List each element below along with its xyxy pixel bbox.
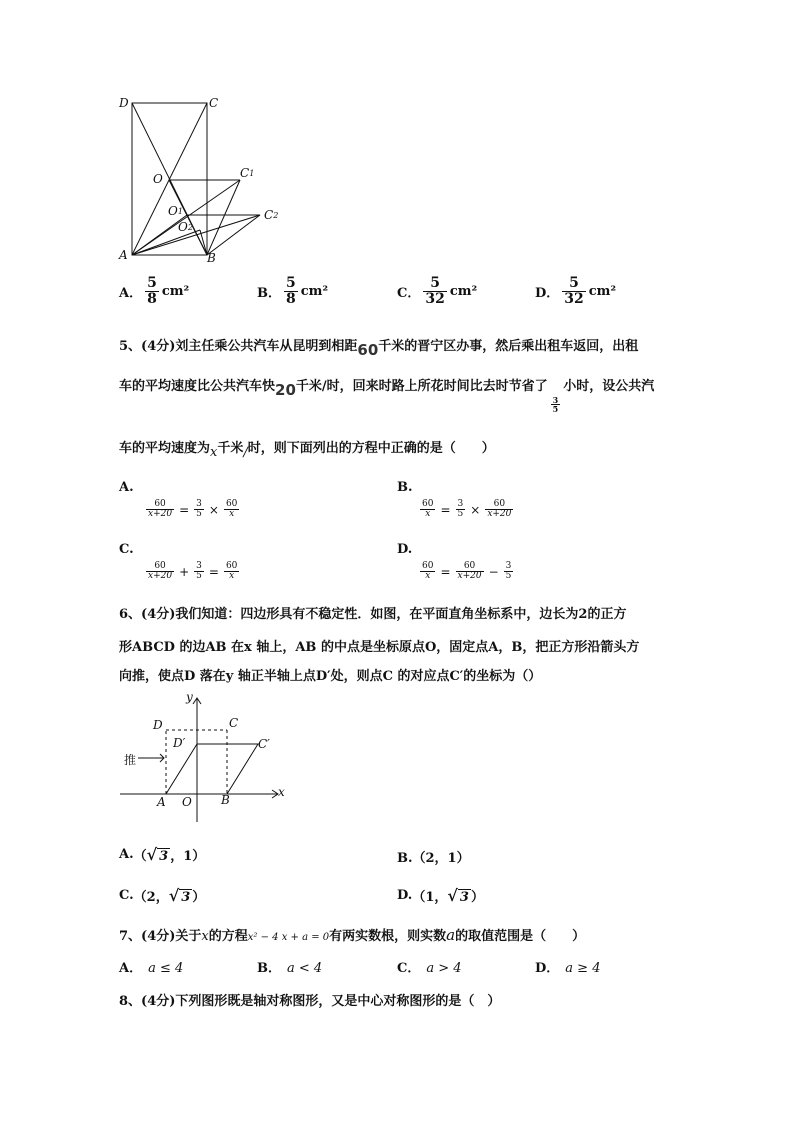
q5-option-b[interactable]	[397, 480, 516, 520]
equation: $\frac{60}{x}$ = $\frac{3}{5}$ × $\frac{60}{x+20}$	[422, 499, 512, 520]
option-letter: A．	[119, 285, 143, 301]
option-letter: C．	[397, 961, 421, 976]
option-letter: C.	[119, 542, 134, 557]
axis-x-label: x	[278, 785, 285, 799]
option-letter: D.	[397, 888, 413, 903]
q7-option-a[interactable]: A． a ≤ 4	[119, 961, 184, 976]
point-Cprime-label: C′	[258, 737, 270, 751]
point-B-label: B	[221, 793, 230, 807]
option-letter: D．	[535, 961, 560, 976]
q4-option-c[interactable]	[397, 276, 477, 306]
q4-option-d[interactable]	[535, 276, 616, 306]
unit: cm²	[588, 283, 617, 299]
option-letter: B.	[397, 480, 413, 495]
point-D-label: D	[153, 718, 163, 732]
equation: $\frac{60}{x}$ = $\frac{60}{x+20}$ − $\frac{3}{5}$	[422, 561, 512, 582]
q8-stem: 8、(4分)下列图形既是轴对称图形，又是中心对称图形的是（ ）	[119, 994, 501, 1009]
q6-stem-line1: 6、(4分)我们知道：四边形具有不稳定性．如图，在平面直角坐标系中，边长为2的正方	[119, 607, 627, 622]
q5-stem-line2: 车的平均速度比公共汽车快20千米/时，回来时路上所花时间比去时节省了 $\frac{3}{5}$ 小时，设公共汽	[119, 379, 655, 414]
label-O2: O2	[178, 220, 193, 234]
option-letter: C．	[397, 285, 421, 301]
point-A-label: A	[157, 795, 166, 809]
label-C2: C2	[264, 208, 279, 222]
unit: cm²	[300, 283, 329, 299]
option-letter: A.	[119, 847, 134, 862]
option-letter: C.	[119, 888, 134, 903]
push-label: 推	[124, 753, 137, 767]
label-B: B	[207, 251, 216, 265]
option-letter: D.	[397, 542, 413, 557]
option-letter: A．	[119, 961, 143, 976]
q7-option-c[interactable]: C． a > 4	[397, 961, 462, 976]
option-letter: B．	[257, 285, 281, 301]
q7-option-d[interactable]: D． a ≥ 4	[535, 961, 601, 976]
fraction: $\frac{5}{8}$	[286, 275, 296, 307]
fraction: $\frac{5}{32}$	[564, 275, 584, 307]
sqrt: √ 3	[146, 845, 169, 864]
label-D: D	[119, 96, 129, 110]
label-O1: O1	[168, 204, 183, 218]
q4-option-a[interactable]	[119, 276, 189, 306]
q5-option-c[interactable]	[119, 542, 242, 582]
equation: $\frac{60}{x+20}$ = $\frac{3}{5}$ × $\frac{60}{x}$	[148, 499, 238, 520]
q6-option-c[interactable]: C. （2， √ 3 ）	[119, 886, 206, 905]
q7-option-b[interactable]: B． a < 4	[257, 961, 323, 976]
fraction: $\frac{5}{8}$	[147, 275, 157, 307]
q6-stem-line2: 形ABCD 的边AB 在x 轴上，AB 的中点是坐标原点O，固定点A，B，把正方形沿箭头方	[119, 640, 640, 655]
option-letter: B.	[397, 851, 413, 866]
q7-stem: 7、(4分)关于x的方程x² − 4 x + a = 0有两实数根，则实数a的取值范围是（ ）	[119, 926, 586, 944]
q6-option-a[interactable]: A. （ √ 3 ，1）	[119, 845, 206, 864]
sqrt: √ 3	[168, 886, 191, 905]
origin-O-label: O	[182, 795, 192, 809]
axis-y-label: y	[186, 690, 193, 704]
point-Dprime-label: D′	[173, 736, 186, 750]
sqrt: √ 3	[447, 886, 469, 905]
option-letter: D．	[535, 285, 560, 301]
q4-option-b[interactable]	[257, 276, 328, 306]
label-A: A	[119, 248, 128, 262]
unit: cm²	[449, 283, 478, 299]
label-O: O	[153, 172, 163, 186]
option-letter: B．	[257, 961, 281, 976]
label-C1: C1	[240, 166, 255, 180]
unit: cm²	[161, 283, 190, 299]
equation: $\frac{60}{x+20}$ + $\frac{3}{5}$ = $\frac{60}{x}$	[148, 561, 238, 582]
label-C: C	[209, 96, 219, 110]
q5-option-d[interactable]	[397, 542, 516, 582]
q6-stem-line3: 向推，使点D 落在y 轴正半轴上点D′处，则点C 的对应点C′的坐标为（）	[119, 669, 542, 684]
rectangle-figure	[110, 90, 290, 270]
q5-stem-line3: 车的平均速度为x千米/时，则下面列出的方程中正确的是（ ）	[119, 441, 495, 460]
q5-stem-line1: 5、(4分)刘主任乘公共汽车从昆明到相距60千米的晋宁区办事，然后乘出租车返回，出租	[119, 339, 639, 359]
q6-option-b[interactable]: B.（2，1）	[397, 851, 470, 866]
fraction: $\frac{5}{32}$	[425, 275, 445, 307]
coordinate-figure	[118, 690, 293, 825]
q5-option-a[interactable]	[119, 480, 242, 520]
option-letter: A.	[119, 480, 134, 495]
point-C-label: C	[229, 716, 239, 730]
q6-option-d[interactable]: D. （1， √ 3 ）	[397, 886, 484, 905]
